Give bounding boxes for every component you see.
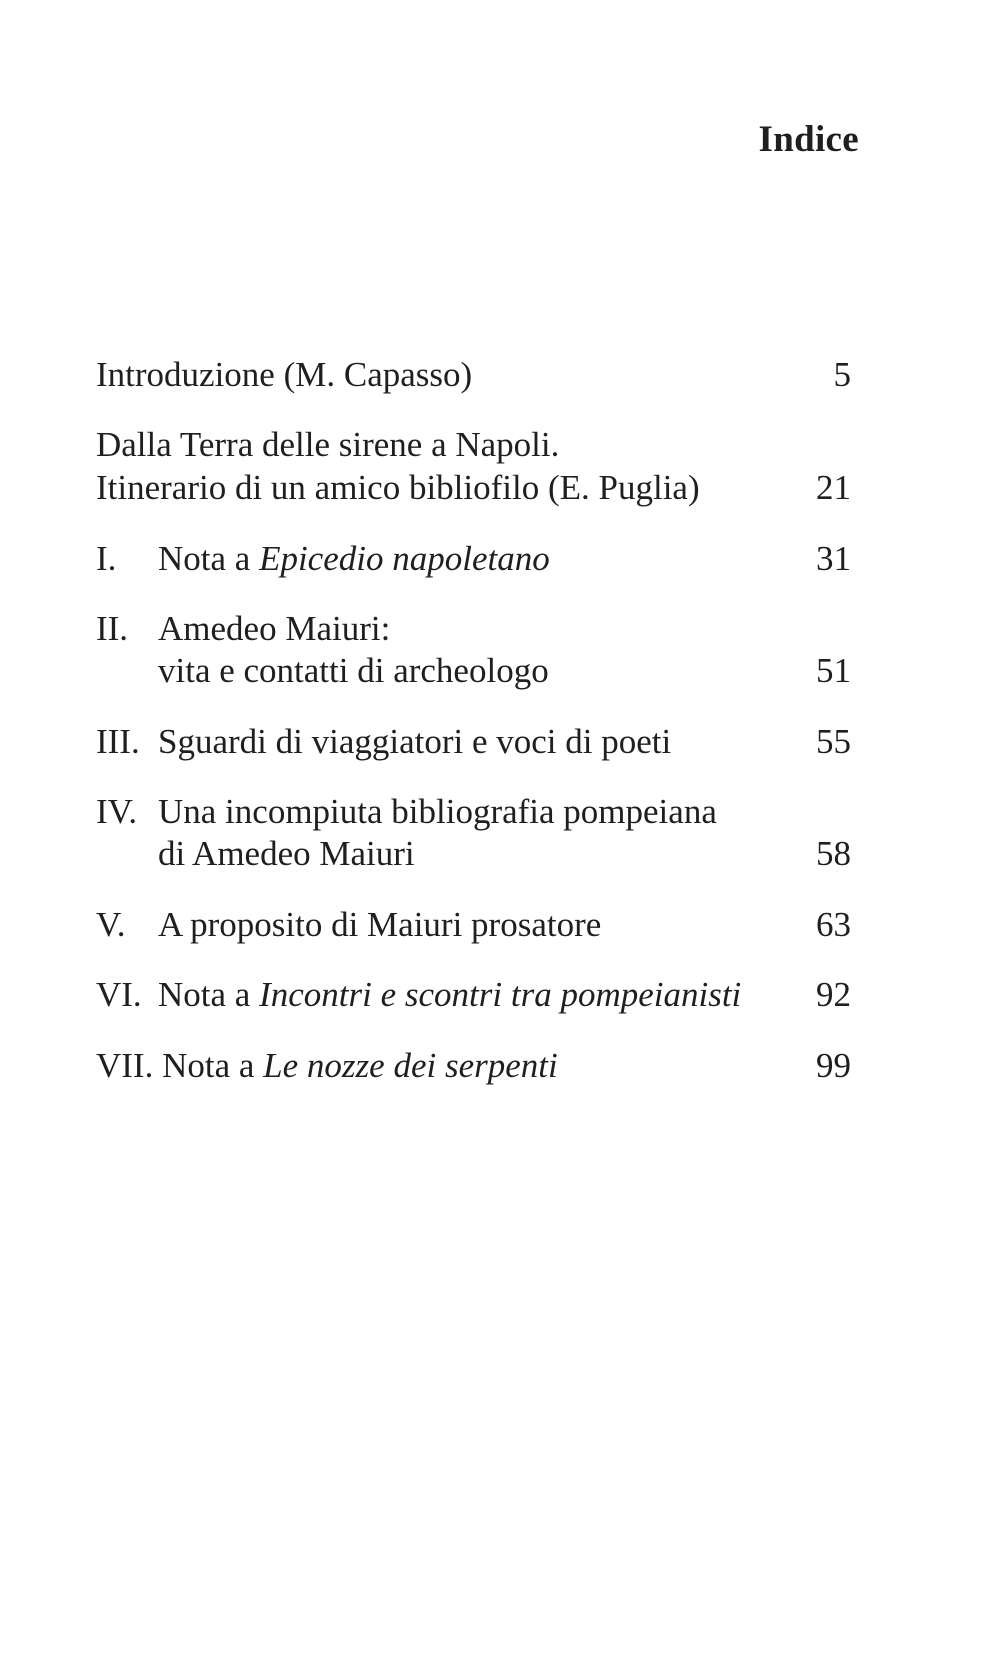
toc-entry-title-plain: Nota a <box>162 1046 255 1085</box>
toc-entry-chapter-6 <box>96 975 851 1015</box>
toc-entry-title: Dalla Terra delle sirene a Napoli. <box>96 425 560 464</box>
toc-entry-page: 51 <box>816 651 851 690</box>
chapter-number: V. <box>96 905 126 944</box>
chapter-number: III. <box>96 722 140 761</box>
toc-entry-introduzione <box>96 355 851 395</box>
toc-entry-page: 55 <box>816 722 851 761</box>
toc-entry-page: 92 <box>816 975 851 1014</box>
toc-entry-title: Amedeo Maiuri: <box>158 609 391 648</box>
chapter-number: VII. <box>96 1046 154 1085</box>
toc-entry-chapter-2-line1 <box>96 609 851 649</box>
toc-entry-title: vita e contatti di archeologo <box>158 651 549 690</box>
toc-entry-page: 31 <box>816 539 851 578</box>
toc-entry-title: A proposito di Maiuri prosatore <box>158 905 602 944</box>
chapter-number: VI. <box>96 975 142 1014</box>
toc-entry-title: Una incompiuta bibliografia pompeiana <box>158 792 717 831</box>
toc-entry-dalla-terra-line2 <box>96 468 851 508</box>
page-title: Indice <box>758 119 859 160</box>
toc-entry-title: Introduzione (M. Capasso) <box>96 355 473 394</box>
toc-entry-chapter-7 <box>96 1046 851 1086</box>
chapter-number: II. <box>96 609 129 648</box>
toc-entry-title-italic: Le nozze dei serpenti <box>263 1046 558 1085</box>
toc-entry-page: 99 <box>816 1046 851 1085</box>
toc-entry-chapter-5 <box>96 905 851 945</box>
toc-entry-title: Sguardi di viaggiatori e voci di poeti <box>158 722 672 761</box>
toc-entry-chapter-3 <box>96 722 851 762</box>
toc-entry-page: 21 <box>816 468 851 507</box>
toc-entry-chapter-4-line1 <box>96 792 851 832</box>
toc-entry-page: 5 <box>833 355 851 394</box>
toc-entry-title-italic: Incontri e scontri tra pompeianisti <box>259 975 742 1014</box>
toc-entry-title: Itinerario di un amico bibliofilo (E. Puglia) <box>96 468 700 507</box>
toc-entry-page: 58 <box>816 834 851 873</box>
chapter-number: I. <box>96 539 117 578</box>
toc-entry-page: 63 <box>816 905 851 944</box>
toc-entry-title-plain: Nota a <box>158 539 251 578</box>
toc-entry-chapter-2-line2 <box>96 651 851 691</box>
toc-entry-title: di Amedeo Maiuri <box>158 834 415 873</box>
chapter-number: IV. <box>96 792 138 831</box>
toc-entry-dalla-terra-line1 <box>96 425 851 465</box>
toc-entry-title-plain: Nota a <box>158 975 251 1014</box>
toc-entry-chapter-4-line2 <box>96 834 851 874</box>
toc-entry-chapter-1 <box>96 539 851 579</box>
toc-entry-title-italic: Epicedio napoletano <box>259 539 550 578</box>
